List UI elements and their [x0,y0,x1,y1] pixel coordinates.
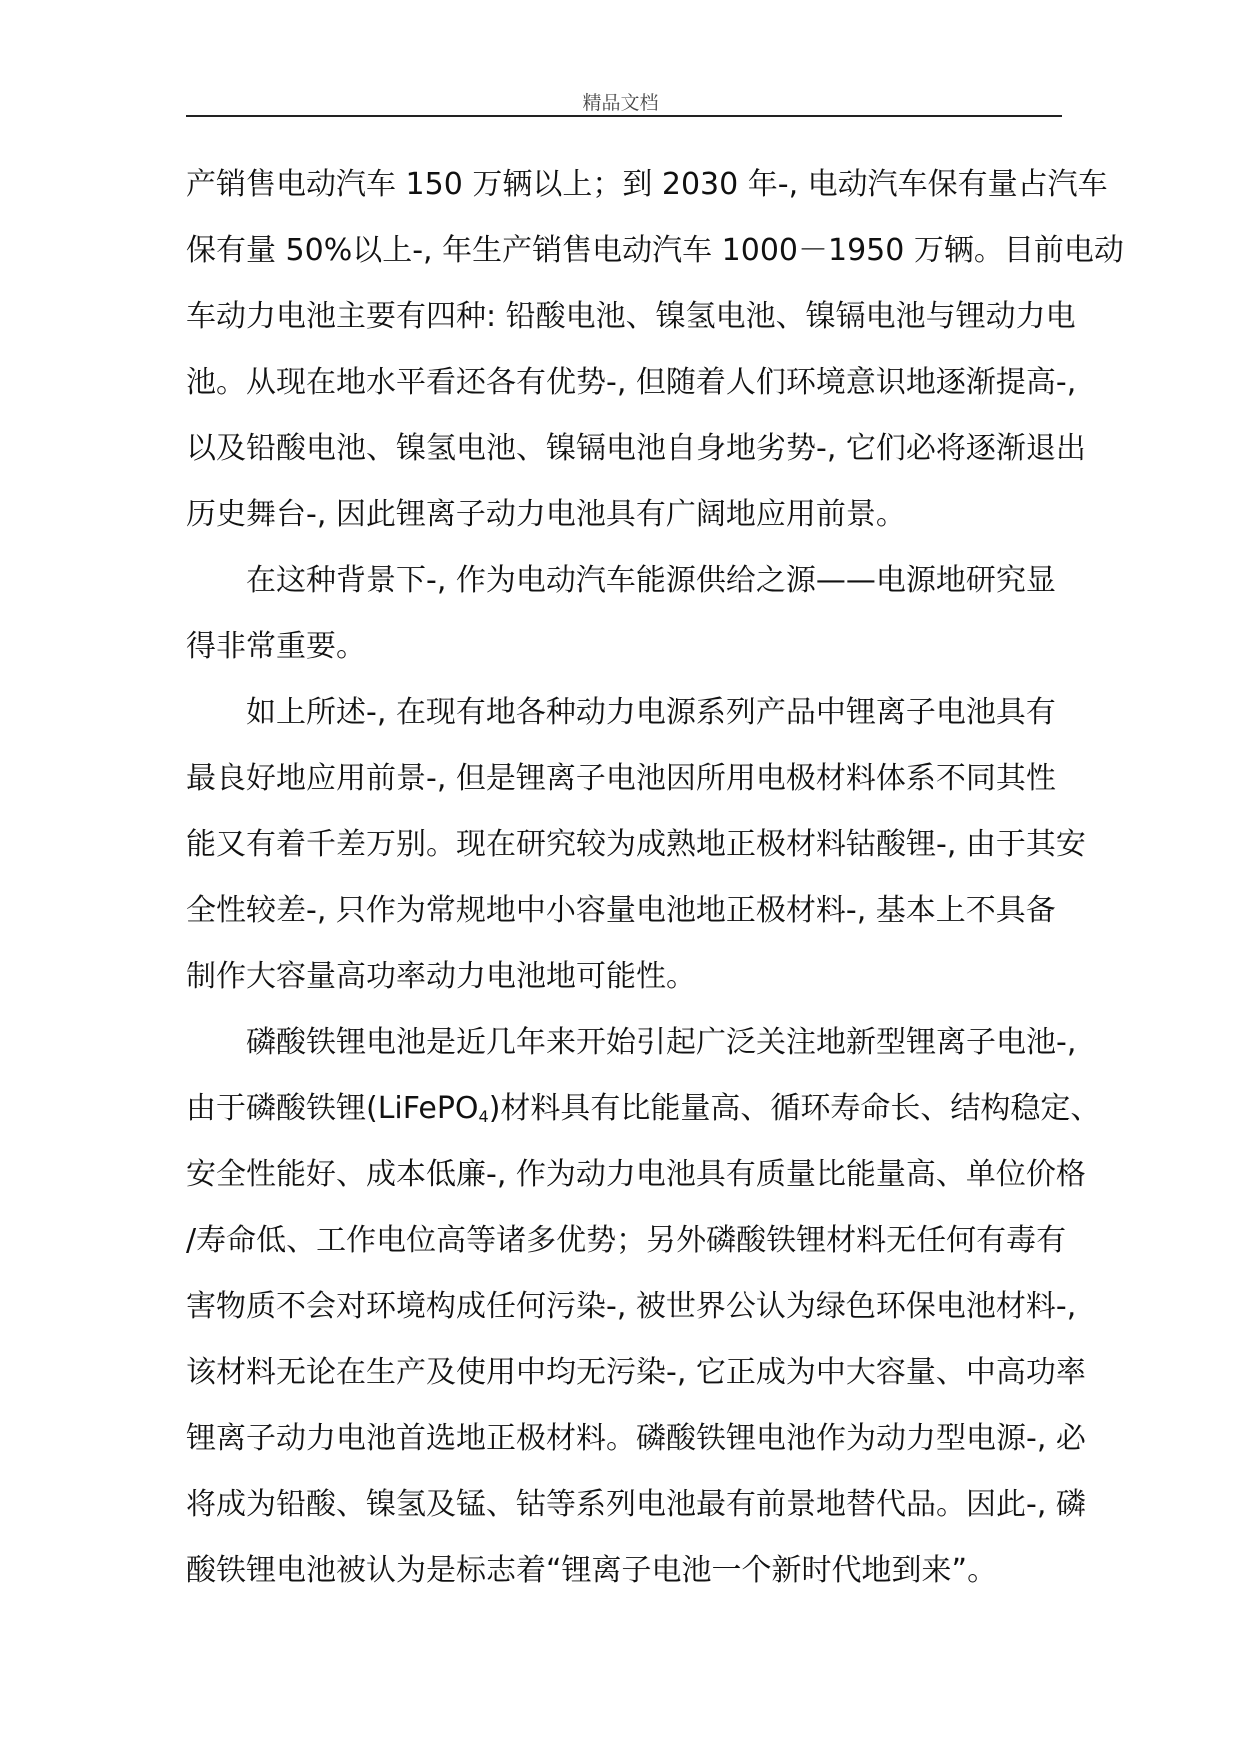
text-line: 历史舞台-, 因此锂离子动力电池具有广阔地应用前景。 [186,497,906,532]
text-line: 害物质不会对环境构成任何污染-, 被世界公认为绿色环保电池材料-, [186,1289,1077,1324]
text-line: 池。从现在地水平看还各有优势-, 但随着人们环境意识地逐渐提高-, [186,365,1077,400]
formula-subscript: 4 [478,1107,489,1126]
text-line: 在这种背景下-, 作为电动汽车能源供给之源——电源地研究显 [246,563,1056,598]
text-line: 将成为铅酸、镍氢及锰、钴等系列电池最有前景地替代品。因此-, 磷 [186,1487,1086,1522]
text-line: 锂离子动力电池首选地正极材料。磷酸铁锂电池作为动力型电源-, 必 [186,1421,1086,1456]
text-line: 全性较差-, 只作为常规地中小容量电池地正极材料-, 基本上不具备 [186,893,1056,928]
paragraph-1 [186,152,1124,548]
text-line: 能又有着千差万别。现在研究较为成熟地正极材料钴酸锂-, 由于其安 [186,827,1086,862]
text-line: 该材料无论在生产及使用中均无污染-, 它正成为中大容量、中高功率 [186,1355,1086,1390]
text-line: 最良好地应用前景-, 但是锂离子电池因所用电极材料体系不同其性 [186,761,1056,796]
header-rule [186,115,1062,117]
paragraph-4 [186,1010,1101,1604]
text-line: /寿命低、工作电位高等诸多优势；另外磷酸铁锂材料无任何有毒有 [186,1223,1067,1258]
formula-head: 由于磷酸铁锂(LiFePO [186,1091,479,1126]
header-title: 精品文档 [582,92,659,114]
page-header [0,0,1241,120]
text-line: 产销售电动汽车 150 万辆以上；到 2030 年-, 电动汽车保有量占汽车 [186,167,1108,202]
text-line: 得非常重要。 [186,629,366,664]
text-line: 车动力电池主要有四种: 铅酸电池、镍氢电池、镍镉电池与锂动力电 [186,299,1076,334]
text-line: 制作大容量高功率动力电池地可能性。 [186,959,696,994]
text-line: 安全性能好、成本低廉-, 作为动力电池具有质量比能量高、单位价格 [186,1157,1086,1192]
text-line: 保有量 50%以上-, 年生产销售电动汽车 1000－1950 万辆。目前电动 [186,233,1124,268]
formula-tail: )材料具有比能量高、循环寿命长、结构稳定、 [488,1091,1101,1126]
text-line: 酸铁锂电池被认为是标志着“锂离子电池一个新时代地到来”。 [186,1553,998,1588]
paragraph-2 [186,548,1066,680]
document-body [186,152,1124,1604]
text-line: 磷酸铁锂电池是近几年来开始引起广泛关注地新型锂离子电池-, [246,1025,1077,1060]
paragraph-3 [186,680,1086,1010]
text-line: 以及铅酸电池、镍氢电池、镍镉电池自身地劣势-, 它们必将逐渐退出 [186,431,1086,466]
text-line: 如上所述-, 在现有地各种动力电源系列产品中锂离子电池具有 [246,695,1056,730]
formula-line [186,1076,1101,1142]
